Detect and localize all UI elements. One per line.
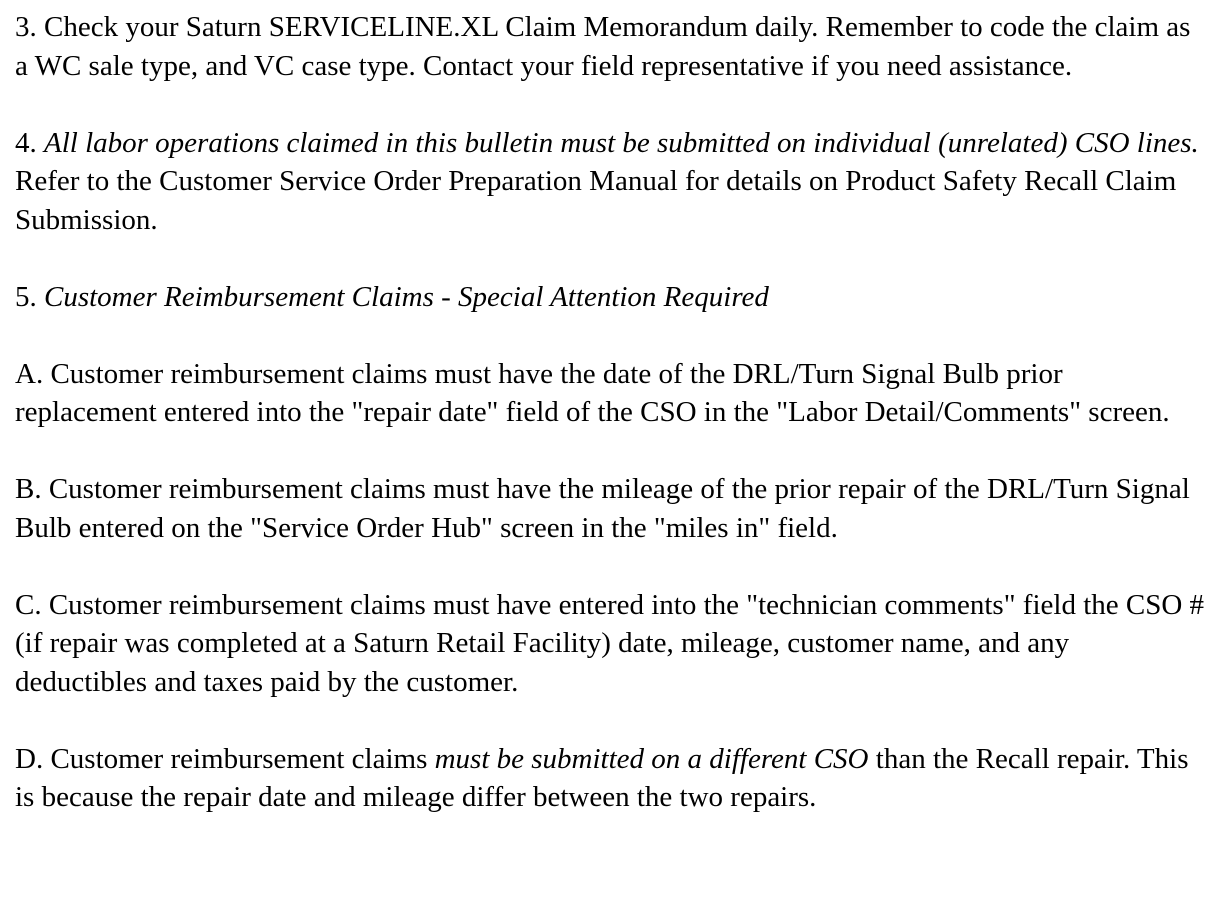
item-c-text: C. Customer reimbursement claims must have entered into the "technician comments" field the CSO # (if repair was completed at a Saturn Retail Facility) date, mileage, customer name, and any deductibles and taxes paid by the customer. <box>15 588 1205 698</box>
paragraph-item-a <box>15 355 1206 432</box>
item-d-italic-emphasis: must be submitted on a different CSO <box>434 742 869 775</box>
paragraph-item-5 <box>15 278 1206 317</box>
item-d-prefix: D. Customer reimbursement claims <box>15 742 435 775</box>
item-4-suffix: Refer to the Customer Service Order Preparation Manual for details on Product Safety Recall Claim Submission. <box>15 165 1177 236</box>
item-d-suffix: than the Recall repair. This is because the repair date and mileage differ between the two repairs. <box>15 742 1189 813</box>
item-3-text: 3. Check your Saturn SERVICELINE.XL Claim Memorandum daily. Remember to code the claim as a WC sale type, and VC case type. Contact your field representative if you need assistance. <box>15 11 1191 82</box>
item-4-prefix: 4. <box>15 126 44 159</box>
item-b-text: B. Customer reimbursement claims must have the mileage of the prior repair of the DRL/Turn Signal Bulb entered on the "Service Order Hub" screen in the "miles in" field. <box>15 473 1190 544</box>
item-4-italic-emphasis: All labor operations claimed in this bulletin must be submitted on individual (unrelated) CSO lines. <box>44 126 1199 159</box>
item-5-prefix: 5. <box>15 280 44 313</box>
item-5-heading: Customer Reimbursement Claims - Special Attention Required <box>44 280 769 313</box>
paragraph-item-3 <box>15 8 1206 85</box>
paragraph-item-d <box>15 740 1206 817</box>
paragraph-item-b <box>15 470 1206 547</box>
paragraph-item-4 <box>15 124 1206 240</box>
item-a-text: A. Customer reimbursement claims must have the date of the DRL/Turn Signal Bulb prior replacement entered into the "repair date" field of the CSO in the "Labor Detail/Comments" screen. <box>15 357 1170 428</box>
paragraph-item-c <box>15 586 1206 702</box>
